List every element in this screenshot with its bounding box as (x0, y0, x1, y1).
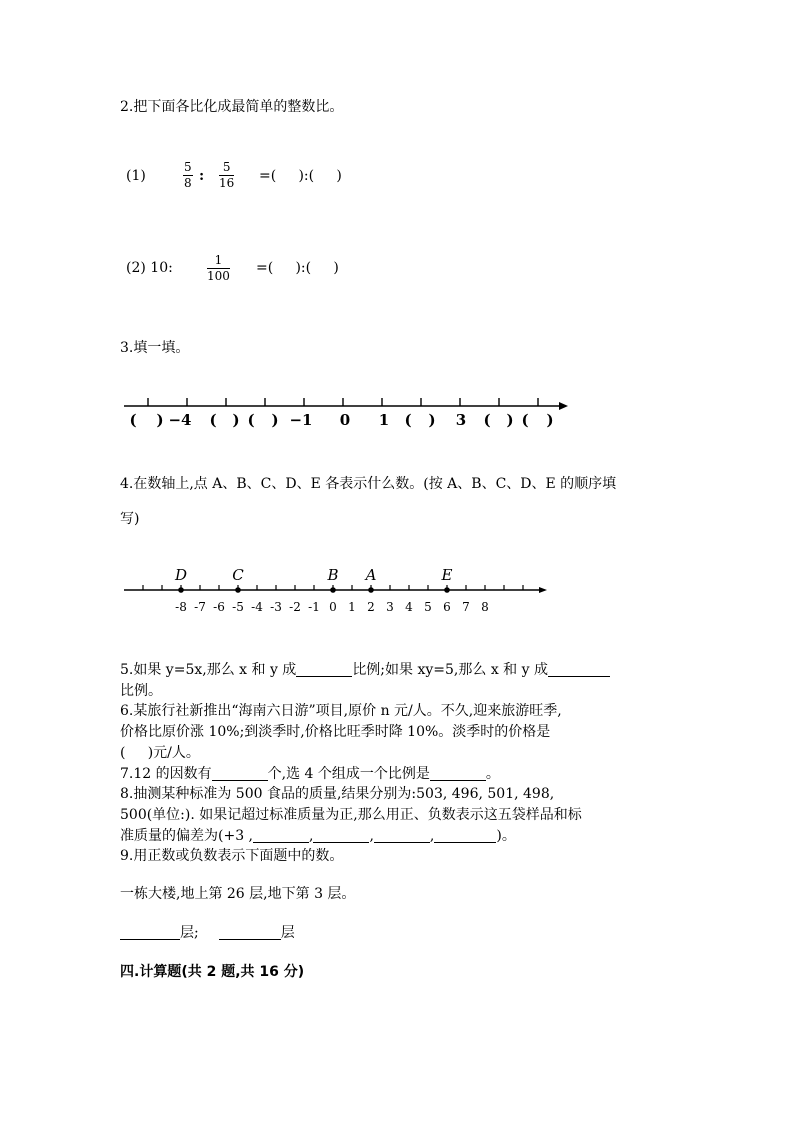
q3-label: ( (129, 411, 137, 429)
q8-comma-1: , (309, 828, 314, 844)
q4-point-label: B (327, 566, 339, 584)
denominator: 8 (184, 176, 192, 190)
q2-item1-answer: =( ):( ) (259, 168, 342, 184)
q3-label: ( (209, 411, 217, 429)
q6-line2: 价格比原价涨 10%;到淡季时,价格比旺季时降 10%。淡季时的价格是 (120, 724, 551, 740)
q2-item1-fraction-b (219, 160, 234, 191)
q8-line2: 500(单位:). 如果记超过标准质量为正,那么用正、负数表示这五袋样品和标 (120, 807, 582, 823)
q3-label: 1 (378, 411, 390, 429)
q5-blank-1[interactable] (296, 662, 352, 677)
q3-arrow-icon (559, 402, 568, 410)
q3-label: ) (546, 411, 554, 429)
q8-line1: 8.抽测某种标准为 500 食品的质量,结果分别为:503, 496, 501, 498, (120, 786, 555, 802)
q3-label: ( (404, 411, 412, 429)
q4-point-dot (330, 587, 336, 593)
q3-label: ) (156, 411, 164, 429)
section-4-heading: 四.计算题(共 2 题,共 16 分) (120, 964, 305, 980)
q2-item1-number: (1) (126, 168, 146, 184)
q4-tick-label: 2 (367, 600, 375, 614)
q2-item1-colon: : (199, 168, 205, 184)
q4-title-line1: 4.在数轴上,点 A、B、C、D、E 各表示什么数。(按 A、B、C、D、E 的顺序填 (120, 476, 617, 492)
q4-tick-label: 8 (481, 600, 489, 614)
q4-points (174, 566, 453, 593)
q4-tick-label: 4 (405, 600, 413, 614)
q4-tick-label: 0 (329, 600, 337, 614)
q4-tick-label: 3 (386, 600, 394, 614)
q4-point-label: E (441, 566, 453, 584)
numerator: 5 (184, 160, 192, 174)
q8-blank-3[interactable] (374, 828, 430, 843)
q7-blank-1[interactable] (212, 766, 268, 781)
q3-label: ) (232, 411, 240, 429)
q7-part1: 7.12 的因数有 (120, 766, 212, 782)
q4-tick-label: -8 (175, 600, 187, 614)
q4-tick-label: -1 (308, 600, 320, 614)
q4-point-dot (444, 587, 450, 593)
q7-line (120, 764, 500, 784)
q5-blank-2[interactable] (548, 662, 610, 677)
q7-part2: 个,选 4 个组成一个比例是 (267, 766, 430, 782)
q9-blank-2[interactable] (219, 925, 281, 940)
q9-text: 一栋大楼,地上第 26 层,地下第 3 层。 (120, 886, 356, 902)
q7-part3: 。 (485, 766, 500, 782)
q3-title: 3.填一填。 (120, 340, 190, 356)
q4-point-label: C (232, 566, 244, 584)
q3-label: ) (428, 411, 436, 429)
q3-ticks (148, 398, 538, 406)
q3-label: ( (521, 411, 529, 429)
q3-label: ( (247, 411, 255, 429)
q9-title: 9.用正数或负数表示下面题中的数。 (120, 848, 344, 864)
q4-tick-label: -2 (289, 600, 301, 614)
q2-item2-prefix: (2) 10: (126, 260, 173, 276)
q8-blank-1[interactable] (253, 828, 309, 843)
q5-line1 (120, 660, 610, 680)
q3-label: −4 (168, 411, 192, 429)
denominator: 16 (219, 176, 235, 190)
q9-unit-1: 层; (180, 925, 199, 941)
q4-tick-label: -7 (194, 600, 206, 614)
q5-part1: 5.如果 y=5x,那么 x 和 y 成 (120, 662, 297, 678)
q4-point-label: A (365, 566, 377, 584)
q3-label: ) (506, 411, 514, 429)
q5-part2: 比例;如果 xy=5,那么 x 和 y 成 (352, 662, 548, 678)
q4-arrow-icon (539, 587, 547, 593)
q2-item1-fraction-a (183, 160, 193, 191)
q8-comma-3: , (429, 828, 435, 844)
q3-labels (129, 411, 553, 429)
q8-comma-2: , (369, 828, 374, 844)
q3-label: 0 (339, 411, 351, 429)
q4-point-dot (178, 587, 184, 593)
q3-label: −1 (289, 411, 313, 429)
q4-ticks (143, 585, 523, 590)
q4-tick-label: -5 (232, 600, 244, 614)
numerator: 1 (207, 253, 230, 269)
q6-line1: 6.某旅行社新推出“海南六日游”项目,原价 n 元/人。不久,迎来旅游旺季, (120, 703, 562, 719)
q4-tick-label: 5 (424, 600, 432, 614)
q4-point-dot (235, 587, 241, 593)
q4-tick-label: 7 (462, 600, 470, 614)
q9-unit-2: 层 (280, 925, 295, 941)
q4-tick-label: -3 (270, 600, 282, 614)
q8-blank-4[interactable] (434, 828, 496, 843)
q4-tick-label: -4 (251, 600, 263, 614)
q7-blank-2[interactable] (430, 766, 486, 781)
q9-blank-1[interactable] (120, 925, 180, 940)
q5-line2: 比例。 (120, 683, 162, 699)
q4-tick-label: 6 (443, 600, 451, 614)
numerator: 5 (219, 160, 234, 176)
q2-title: 2.把下面各比化成最简单的整数比。 (120, 99, 344, 115)
q8-line3-prefix: 准质量的偏差为(+3 , (120, 828, 253, 844)
q4-title-line2: 写) (120, 511, 140, 527)
q6-line3: ( )元/人。 (120, 745, 200, 761)
q4-tick-label: -6 (213, 600, 225, 614)
q2-item2-fraction (207, 253, 230, 284)
q3-label: 3 (455, 411, 467, 429)
q2-item2-answer: =( ):( ) (256, 260, 339, 276)
q8-blank-2[interactable] (313, 828, 369, 843)
q3-label: ( (483, 411, 491, 429)
q3-label: ) (271, 411, 279, 429)
q8-line3 (120, 826, 516, 846)
q4-tick-label: 1 (348, 600, 356, 614)
q4-tick-labels (175, 600, 489, 614)
q4-point-label: D (174, 566, 188, 584)
q8-line3-suffix: )。 (496, 828, 516, 844)
denominator: 100 (207, 269, 230, 283)
q9-answer-line (120, 923, 295, 943)
q4-point-dot (368, 587, 374, 593)
